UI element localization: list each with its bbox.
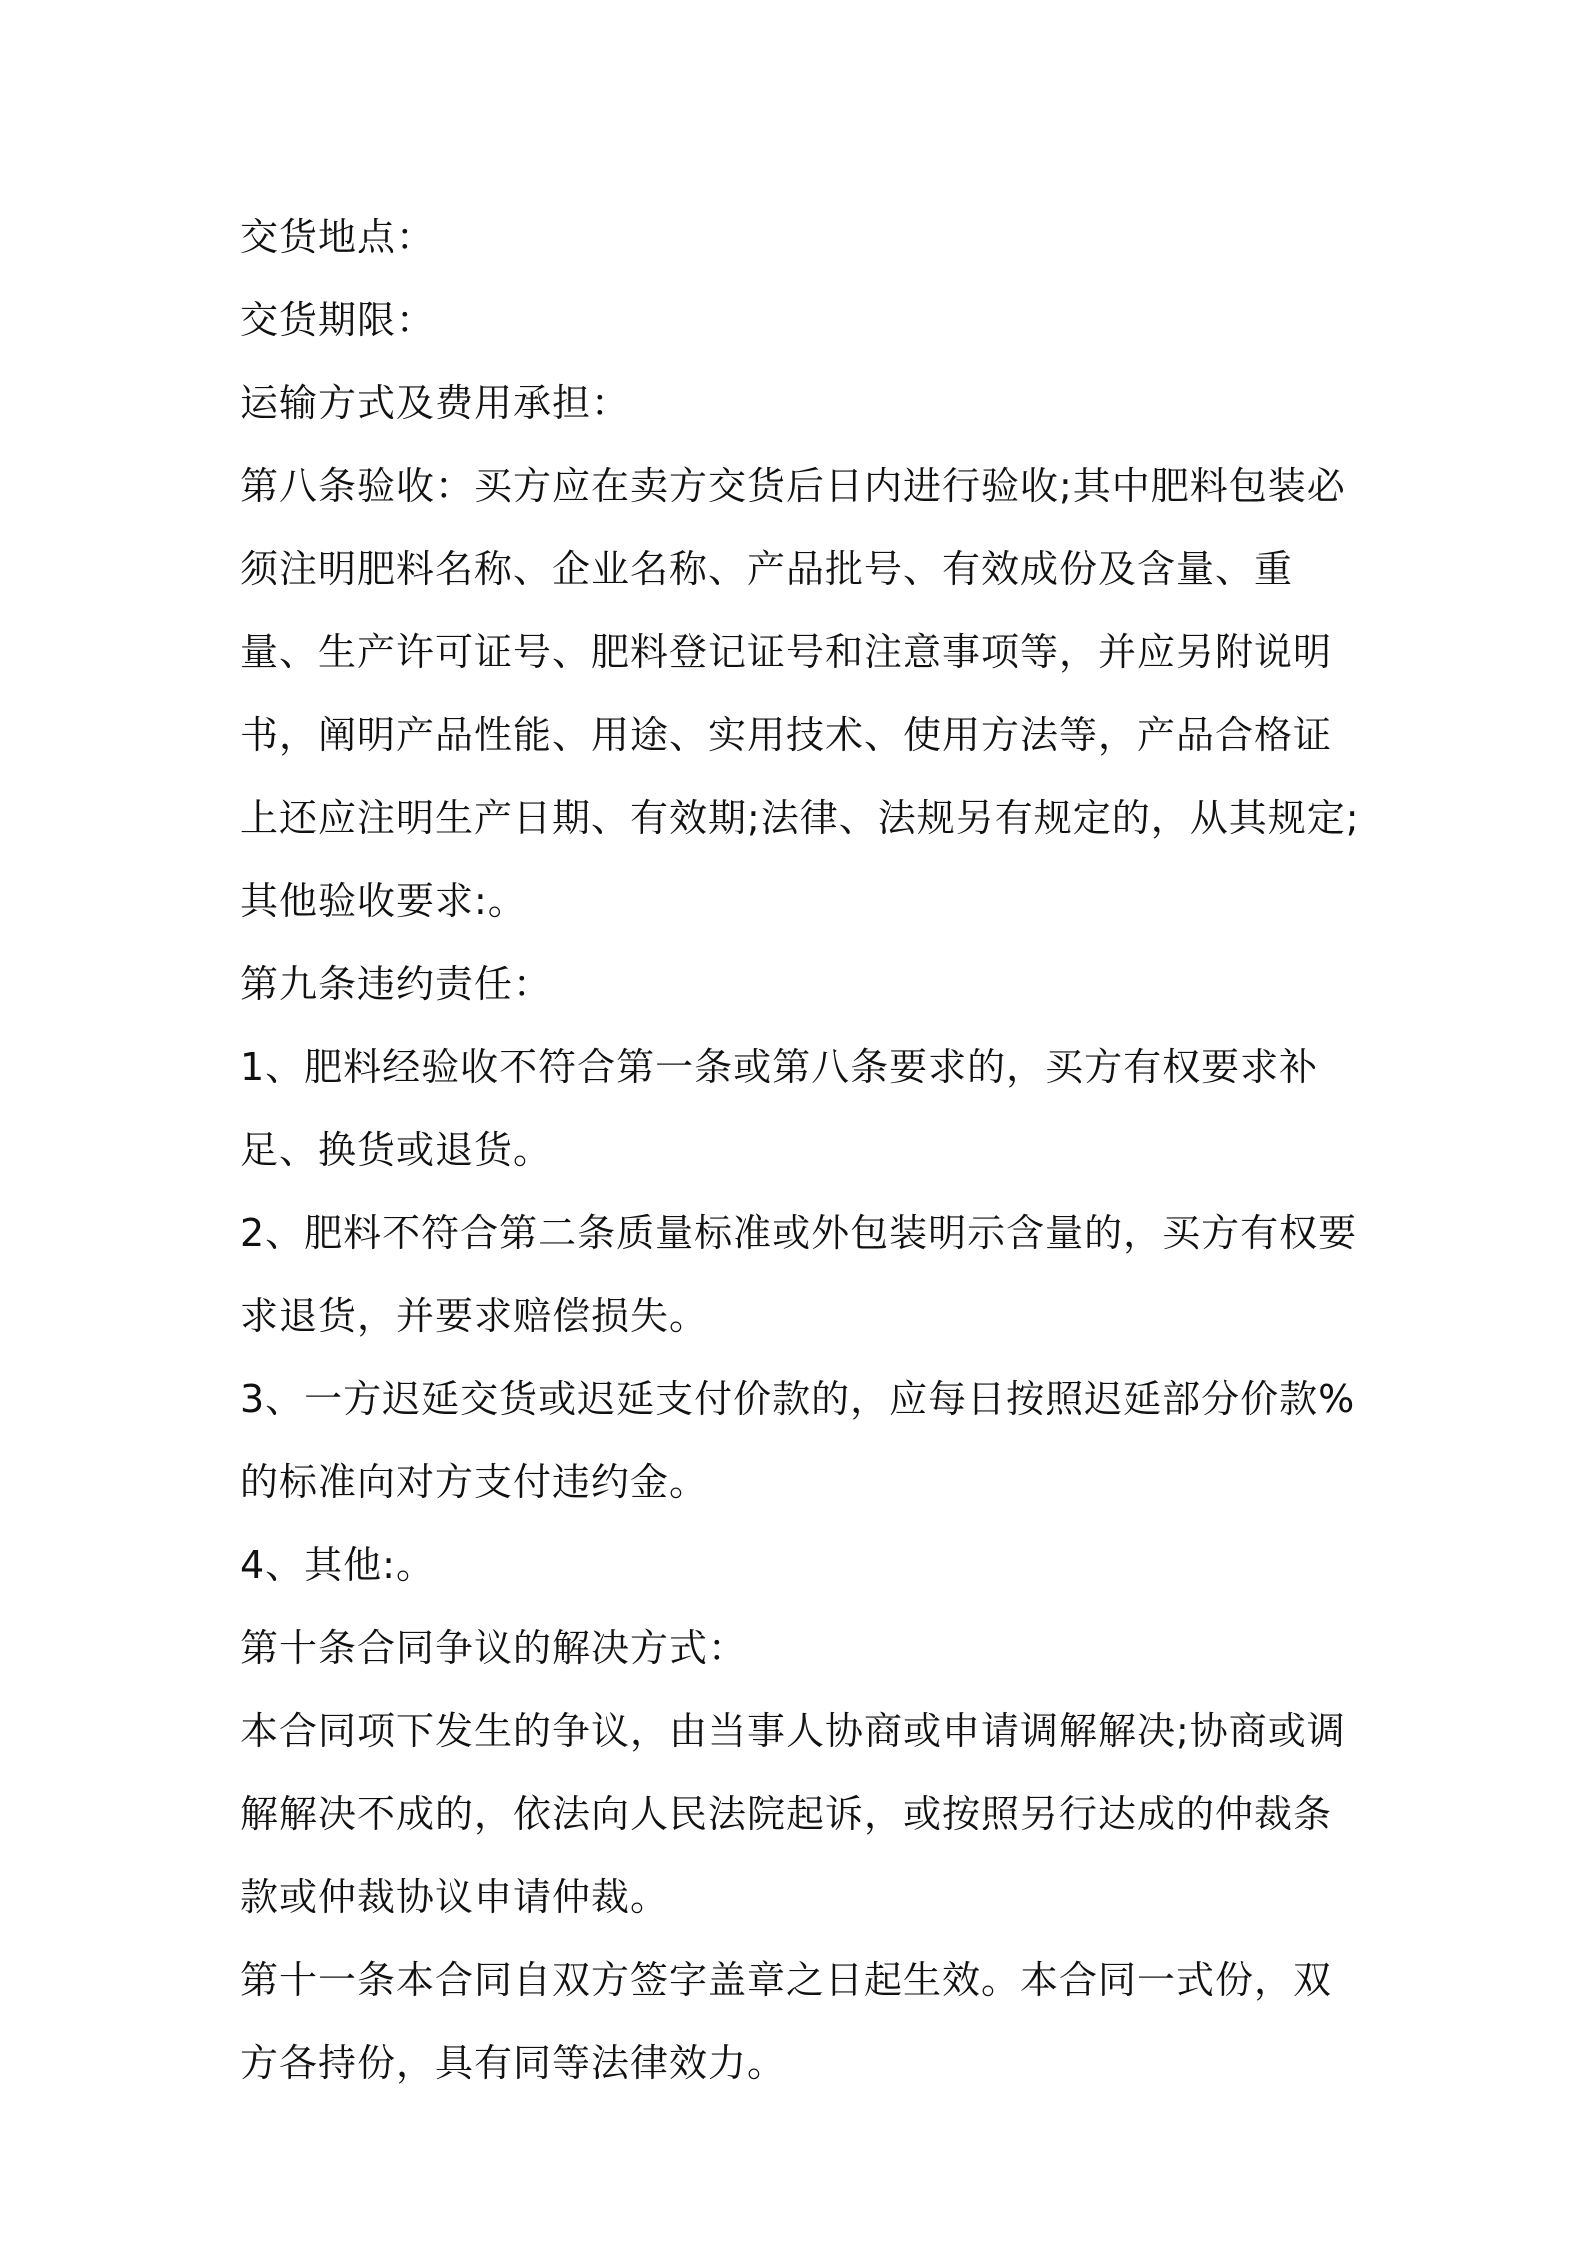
article-9-item-1: 1、肥料经验收不符合第一条或第八条要求的，买方有权要求补足、换货或退货。 <box>240 1045 1319 1172</box>
article-10-heading: 第十条合同争议的解决方式： <box>240 1626 748 1670</box>
delivery-period-line: 交货期限： <box>240 298 436 342</box>
article-8-acceptance: 第八条验收：买方应在卖方交货后日内进行验收;其中肥料包装必须注明肥料名称、企业名称、产品批号、有效成份及含量、重量、生产许可证号、肥料登记证号和注意事项等，并应另附说明书，阐明产品性能、用途、实用技术、使用方法等，产品合格证上还应注明生产日期、有效期;法律、法规另有规定的，从其规定;其他验收要求:。 <box>240 464 1360 923</box>
article-9-item-3: 3、一方迟延交货或迟延支付价款的，应每日按照迟延部分价款%的标准向对方支付违约金。 <box>240 1377 1356 1504</box>
article-11-effectiveness: 第十一条本合同自双方签字盖章之日起生效。本合同一式份，双方各持份，具有同等法律效力。 <box>240 1958 1333 2085</box>
article-9-heading: 第九条违约责任： <box>240 962 553 1006</box>
article-9-item-4: 4、其他:。 <box>240 1543 435 1587</box>
document-body <box>240 196 1360 2105</box>
transport-cost-line: 运输方式及费用承担： <box>240 381 631 425</box>
article-10-body: 本合同项下发生的争议，由当事人协商或申请调解解决;协商或调解解决不成的，依法向人民法院起诉，或按照另行达成的仲裁条款或仲裁协议申请仲裁。 <box>240 1709 1346 1919</box>
article-9-item-2: 2、肥料不符合第二条质量标准或外包装明示含量的，买方有权要求退货，并要求赔偿损失。 <box>240 1211 1358 1338</box>
delivery-location-line: 交货地点： <box>240 215 436 259</box>
